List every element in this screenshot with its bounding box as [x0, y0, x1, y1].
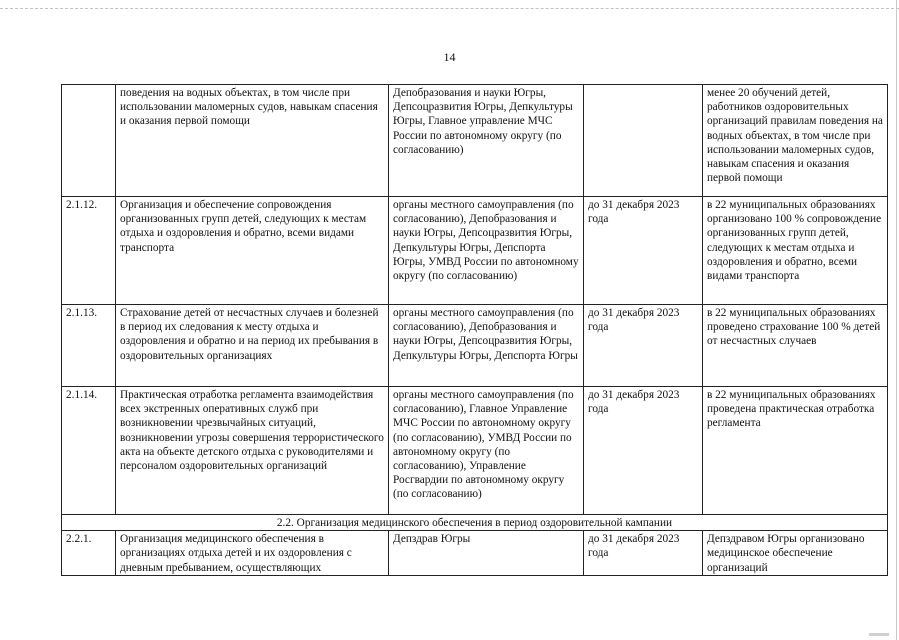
- deadline-cell: до 31 декабря 2023 года: [584, 305, 703, 387]
- executors-cell: органы местного самоуправления (по согласованию), Депобразования и науки Югры, Депсоцразвития Югры, Депкультуры Югры, Депспорта Югры: [389, 305, 584, 387]
- deadline-cell: до 31 декабря 2023 года: [584, 197, 703, 305]
- table-row: [62, 305, 888, 387]
- measure-name-cell: Страхование детей от несчастных случаев и болезней в период их следования к месту отдыха и оздоровления и обратно и на период их пребывания в оздоровительных организациях: [116, 305, 389, 387]
- table-row: [62, 85, 888, 197]
- row-number-cell: 2.1.12.: [62, 197, 116, 305]
- scan-artifact: [869, 633, 889, 636]
- deadline-cell: до 31 декабря 2023 года: [584, 531, 703, 576]
- measure-name-cell: Организация и обеспечение сопровождения организованных групп детей, следующих к местам отдыха и оздоровления и обратно, всеми видами транспорта: [116, 197, 389, 305]
- scan-top-edge: [0, 8, 899, 9]
- deadline-cell: [584, 85, 703, 197]
- deadline-cell: до 31 декабря 2023 года: [584, 387, 703, 515]
- measures-table: [61, 84, 888, 576]
- section-header-row: [62, 515, 888, 531]
- result-cell: в 22 муниципальных образованиях организовано 100 % сопровождение организованных групп детей, следующих к местам отдыха и оздоровления и обратно, всеми видами транспорта: [703, 197, 888, 305]
- result-cell: менее 20 обучений детей, работников оздоровительных организаций правилам поведения на водных объектах, в том числе при использовании маломерных судов, навыкам спасения и оказания первой помощи: [703, 85, 888, 197]
- section-title: 2.2. Организация медицинского обеспечения в период оздоровительной кампании: [62, 515, 888, 531]
- table-row: [62, 531, 888, 576]
- row-number-cell: 2.1.13.: [62, 305, 116, 387]
- executors-cell: Депздрав Югры: [389, 531, 584, 576]
- result-cell: Депздравом Югры организовано медицинское обеспечение организаций: [703, 531, 888, 576]
- executors-cell: Депобразования и науки Югры, Депсоцразвития Югры, Депкультуры Югры, Главное управление МЧС России по автономному округу (по согласованию): [389, 85, 584, 197]
- measure-name-cell: Организация медицинского обеспечения в организациях отдыха детей и их оздоровления с дневным пребыванием, осуществляющих: [116, 531, 389, 576]
- executors-cell: органы местного самоуправления (по согласованию), Депобразования и науки Югры, Депсоцразвития Югры, Депкультуры Югры, Депспорта Югры, УМВД России по автономному округу (по согласованию): [389, 197, 584, 305]
- scan-right-edge: [896, 0, 897, 640]
- result-cell: в 22 муниципальных образованиях проведено страхование 100 % детей от несчастных случаев: [703, 305, 888, 387]
- row-number-cell: 2.1.14.: [62, 387, 116, 515]
- table-row: [62, 197, 888, 305]
- result-cell: в 22 муниципальных образованиях проведена практическая отработка регламента: [703, 387, 888, 515]
- executors-cell: органы местного самоуправления (по согласованию), Главное Управление МЧС России по автономному округу (по согласованию), УМВД России по автономному округу (по согласованию), Управление Росгвардии по автономному округу (по согласованию): [389, 387, 584, 515]
- row-number-cell: 2.2.1.: [62, 531, 116, 576]
- measure-name-cell: Практическая отработка регламента взаимодействия всех экстренных оперативных служб при возникновении чрезвычайных ситуаций, возникновении угрозы совершения террористического акта на объекте детского отдыха с руководителями и персоналом оздоровительных организаций: [116, 387, 389, 515]
- page-number: 14: [443, 50, 456, 64]
- measure-name-cell: поведения на водных объектах, в том числе при использовании маломерных судов, навыкам спасения и оказания первой помощи: [116, 85, 389, 197]
- row-number-cell: [62, 85, 116, 197]
- table-row: [62, 387, 888, 515]
